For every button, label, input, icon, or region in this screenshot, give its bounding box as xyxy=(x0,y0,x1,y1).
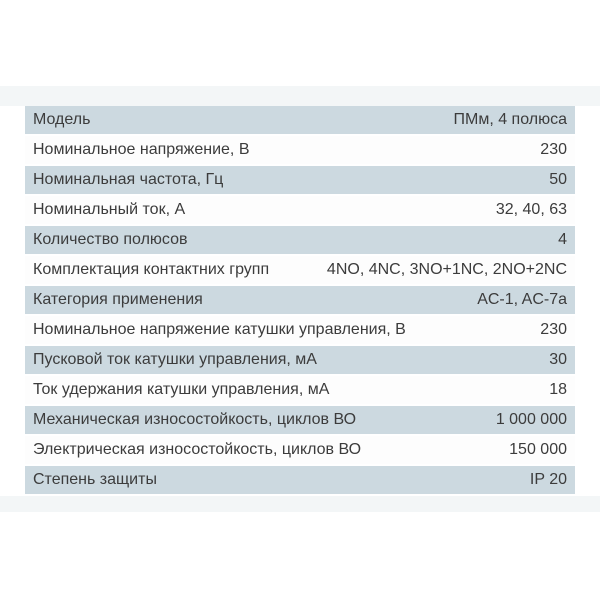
table-row xyxy=(25,466,575,494)
spec-value: 18 xyxy=(549,381,567,398)
spec-label: Номинальное напряжение катушки управления, В xyxy=(33,321,406,338)
table-row xyxy=(25,406,575,434)
spec-label: Пусковой ток катушки управления, мА xyxy=(33,351,317,368)
table-row xyxy=(25,196,575,224)
spec-value: 4 xyxy=(558,231,567,248)
spec-label: Комплектация контактних групп xyxy=(33,261,270,278)
table-top-band xyxy=(0,86,600,106)
spec-label: Номинальная частота, Гц xyxy=(33,171,224,188)
table-row xyxy=(25,286,575,314)
table-row xyxy=(25,166,575,194)
spec-label: Количество полюсов xyxy=(33,231,188,248)
spec-value: ПМм, 4 полюса xyxy=(453,111,567,128)
spec-value: 1 000 000 xyxy=(495,411,567,428)
spec-label: Степень защиты xyxy=(33,471,157,488)
spec-label: Электрическая износостойкость, циклов ВО xyxy=(33,441,362,458)
spec-value: 4NO, 4NC, 3NO+1NC, 2NO+2NC xyxy=(326,261,567,278)
table-bottom-band xyxy=(0,496,600,512)
table-row xyxy=(25,226,575,254)
spec-value: 32, 40, 63 xyxy=(495,201,567,218)
spec-label: Категория применения xyxy=(33,291,203,308)
spec-value: 150 000 xyxy=(509,441,567,458)
table-row xyxy=(25,436,575,464)
spec-label: Номинальный ток, А xyxy=(33,201,186,218)
table-row xyxy=(25,256,575,284)
spec-label: Номинальное напряжение, В xyxy=(33,141,250,158)
table-row xyxy=(25,346,575,374)
table-row xyxy=(25,376,575,404)
spec-label: Механическая износостойкость, циклов ВО xyxy=(33,411,357,428)
spec-value: 50 xyxy=(549,171,567,188)
table-row xyxy=(25,316,575,344)
spec-value: IP 20 xyxy=(529,471,567,488)
table-row xyxy=(25,136,575,164)
spec-label: Ток удержания катушки управления, мА xyxy=(33,381,330,398)
spec-value: 230 xyxy=(540,141,567,158)
product-spec-table xyxy=(25,106,575,496)
spec-value: AC-1, AC-7a xyxy=(477,291,567,308)
spec-label: Модель xyxy=(33,111,91,128)
spec-value: 30 xyxy=(549,351,567,368)
table-row xyxy=(25,106,575,134)
spec-value: 230 xyxy=(540,321,567,338)
